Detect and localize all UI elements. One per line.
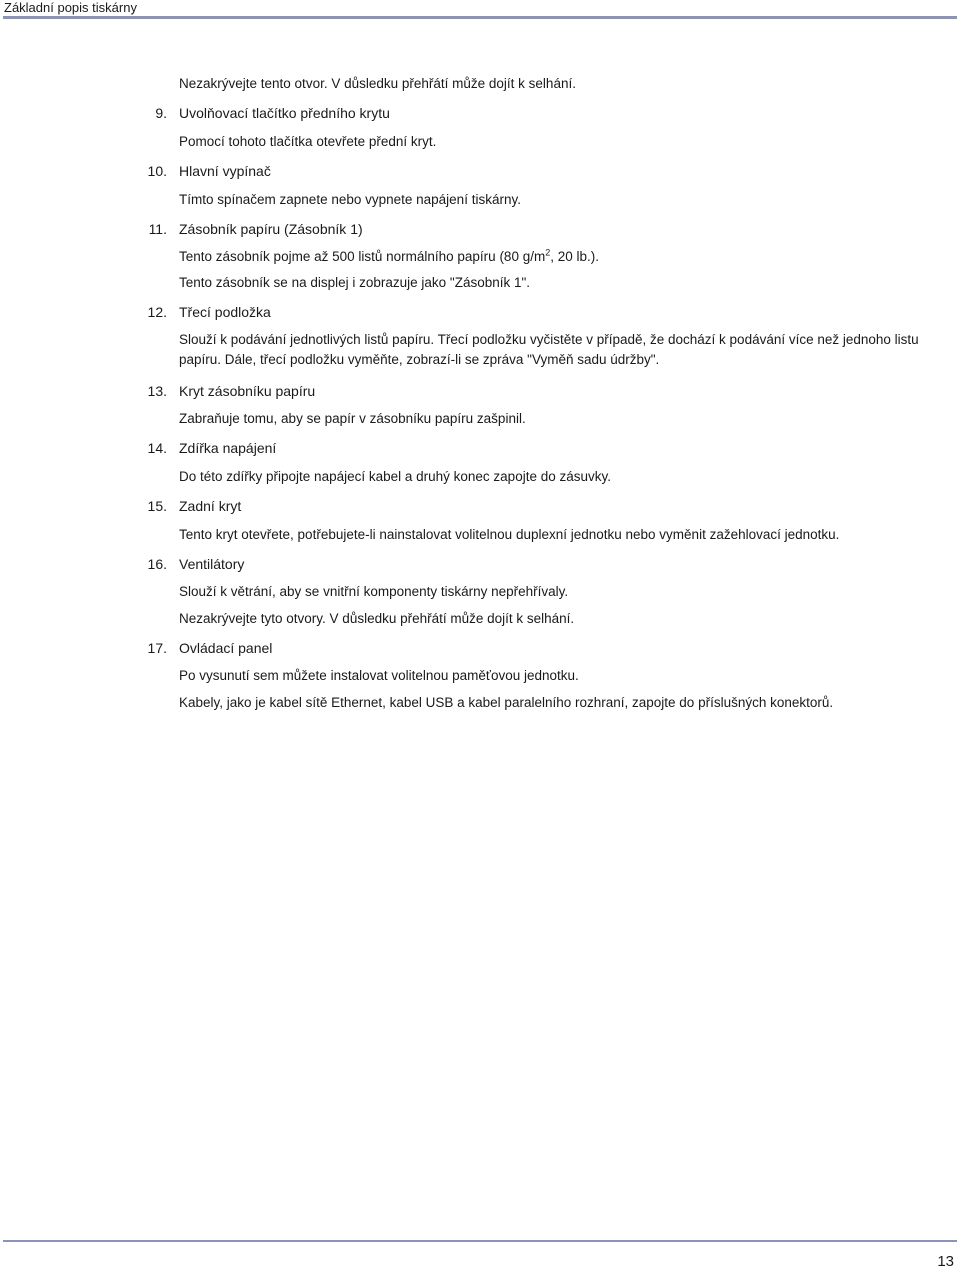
item-number: 17. [147, 640, 167, 656]
item-number: 11. [148, 221, 167, 237]
item-heading: Kryt zásobníku papíru [179, 383, 316, 399]
item-paragraph: Slouží k větrání, aby se vnitřní komponenty tiskárny nepřehřívaly. [179, 584, 569, 599]
item-number: 13. [147, 383, 167, 399]
item-paragraph: Pomocí tohoto tlačítka otevřete přední kryt. [179, 134, 437, 149]
item-paragraph: Po vysunutí sem můžete instalovat volitelnou paměťovou jednotku. [179, 668, 579, 683]
item-heading: Zásobník papíru (Zásobník 1) [179, 221, 363, 237]
item-paragraph: Slouží k podávání jednotlivých listů papíru. Třecí podložku vyčistěte v případě, že dochází k podávání více než jednoho listu papíru. Dále, třecí podložku vyměňte, zobrazí-li se zpráva "Vyměň sadu údržby". [179, 332, 919, 367]
paragraph-text: Tento zásobník pojme až 500 listů normálního papíru (80 g/m [179, 249, 546, 264]
item-paragraph: Zabraňuje tomu, aby se papír v zásobníku papíru zašpinil. [179, 411, 526, 426]
intro-paragraph: Nezakrývejte tento otvor. V důsledku přehřátí může dojít k selhání. [179, 76, 576, 91]
item-number: 15. [147, 498, 167, 514]
item-heading: Hlavní vypínač [179, 163, 271, 179]
item-paragraph: Kabely, jako je kabel sítě Ethernet, kabel USB a kabel paralelního rozhraní, zapojte do příslušných konektorů. [179, 695, 834, 710]
item-paragraph [179, 248, 599, 266]
page-number: 13 [937, 1253, 954, 1270]
item-paragraph: Do této zdířky připojte napájecí kabel a druhý konec zapojte do zásuvky. [179, 469, 611, 484]
item-paragraph: Nezakrývejte tyto otvory. V důsledku přehřátí může dojít k selhání. [179, 611, 575, 626]
header-divider [3, 16, 957, 19]
item-number: 12. [147, 304, 167, 320]
item-paragraph: Tento zásobník se na displej i zobrazuje jako "Zásobník 1". [179, 275, 531, 290]
item-heading: Zdířka napájení [179, 440, 277, 456]
item-heading: Ventilátory [179, 556, 245, 572]
item-heading: Zadní kryt [179, 498, 242, 514]
item-number: 9. [155, 105, 167, 121]
item-paragraph: Tímto spínačem zapnete nebo vypnete napájení tiskárny. [179, 192, 521, 207]
item-heading: Třecí podložka [179, 304, 271, 320]
item-heading: Ovládací panel [179, 640, 273, 656]
item-number: 10. [147, 163, 167, 179]
page-header-title: Základní popis tiskárny [4, 0, 137, 15]
superscript: 2 [545, 247, 551, 258]
item-paragraph: Tento kryt otevřete, potřebujete-li nainstalovat volitelnou duplexní jednotku nebo vyměnit zažehlovací jednotku. [179, 527, 840, 542]
item-number: 14. [147, 440, 167, 456]
item-number: 16. [147, 556, 167, 572]
paragraph-text-tail: , 20 lb.). [550, 249, 600, 264]
item-heading: Uvolňovací tlačítko předního krytu [179, 105, 390, 121]
footer-divider [3, 1240, 957, 1242]
